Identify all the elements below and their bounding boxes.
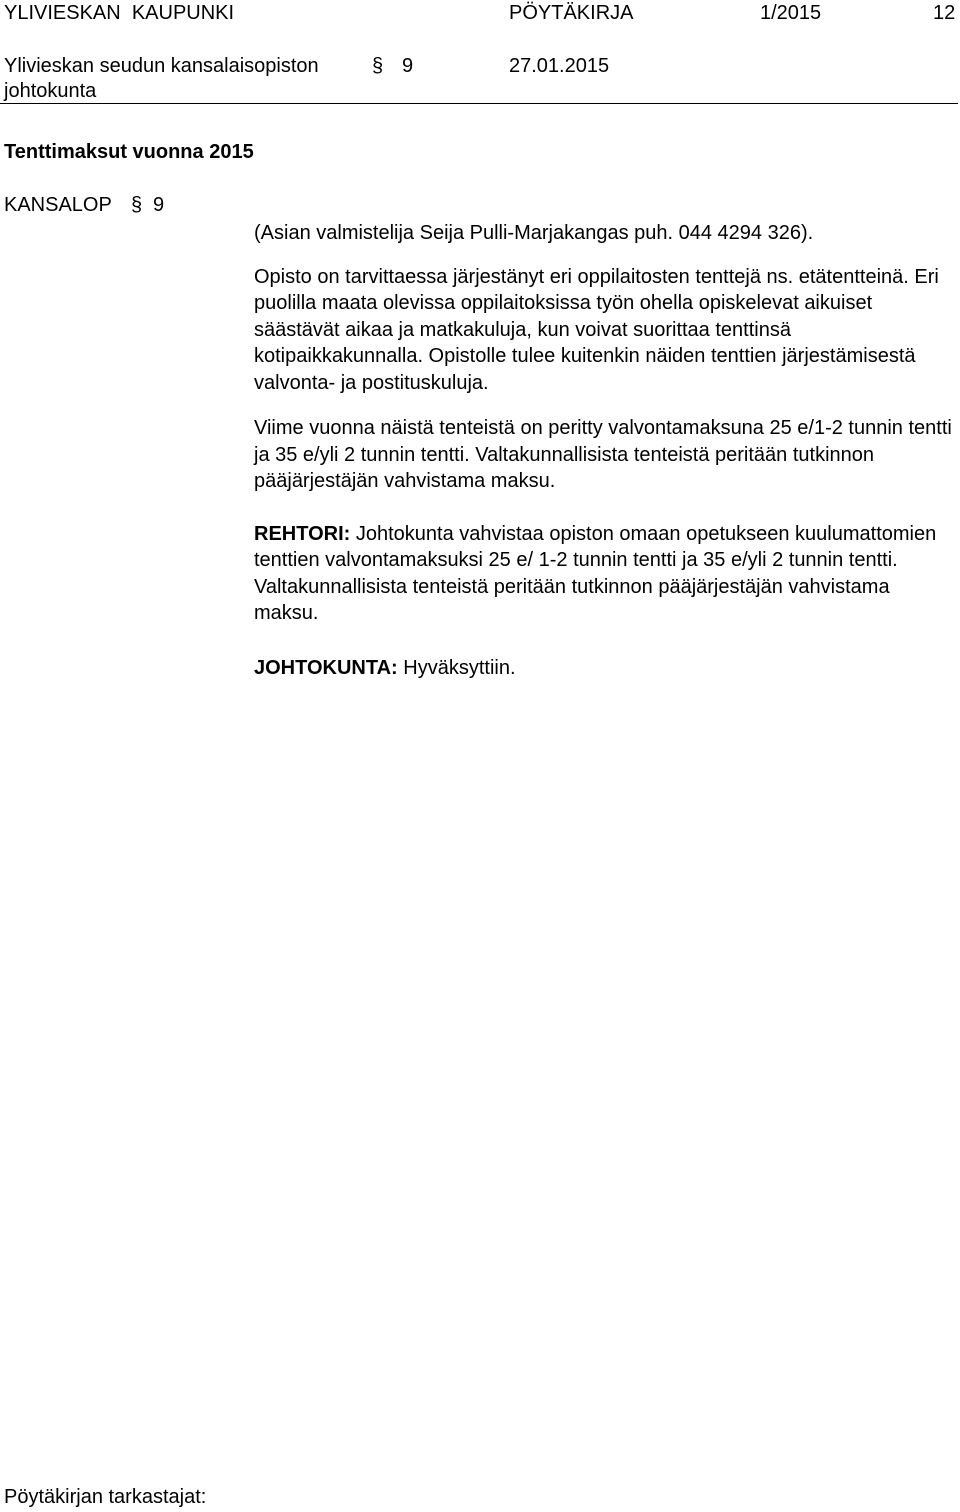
reference-label: KANSALOP bbox=[4, 194, 112, 216]
page-number: 12 bbox=[933, 2, 956, 24]
page-title: Tenttimaksut vuonna 2015 bbox=[4, 141, 254, 163]
body bbox=[254, 220, 954, 681]
reference-symbol: § bbox=[131, 194, 143, 216]
decision bbox=[254, 655, 954, 682]
meeting-date: 27.01.2015 bbox=[509, 55, 610, 77]
paragraph-background: Opisto on tarvittaessa järjestänyt eri oppilaitosten tenttejä ns. etätentteinä. Eri puolilla maata olevissa oppilaitoksissa työn ohella opiskelevat aikuiset säästävät aikaa ja matkakuluja, kun voivat suorittaa tenttinsä kotipaikkakunnalla. Opistolle tulee kuitenkin näiden tenttien järjestämisestä valvonta- ja postituskuluja. bbox=[254, 265, 939, 394]
proposal bbox=[254, 521, 954, 627]
document-type: PÖYTÄKIRJA bbox=[509, 2, 634, 24]
proposal-text: Johtokunta vahvistaa opiston omaan opetukseen kuulumattomien tenttien valvontamaksuksi 25 e/ 1-2 tunnin tentti ja 35 e/yli 2 tunnin tentti. Valtakunnallisista tenteistä peritään tutkinnon pääjärjestäjän vahvistama maksu. bbox=[254, 522, 937, 624]
decision-label: JOHTOKUNTA: bbox=[254, 656, 398, 679]
decision-text: Hyväksyttiin. bbox=[397, 656, 516, 679]
inspectors-label: Pöytäkirjan tarkastajat: bbox=[4, 1486, 207, 1508]
section-symbol: § bbox=[372, 55, 384, 77]
preparer-note: (Asian valmistelija Seija Pulli-Marjakangas puh. 044 4294 326). bbox=[254, 222, 814, 244]
proposal-label: REHTORI: bbox=[254, 522, 351, 545]
section-number: 9 bbox=[402, 55, 414, 77]
paragraph-previous-fees: Viime vuonna näistä tenteistä on peritty valvontamaksuna 25 e/1-2 tunnin tentti ja 35 e/yli 2 tunnin tentti. Valtakunnallisista tenteistä peritään tutkinnon pääjärjestäjän vahvistama maksu. bbox=[254, 417, 952, 492]
header-divider bbox=[0, 103, 958, 104]
governing-body-line1: Ylivieskan seudun kansalaisopiston bbox=[4, 55, 319, 77]
reference-number: 9 bbox=[153, 194, 165, 216]
governing-body-line2: johtokunta bbox=[4, 80, 97, 102]
org-name: YLIVIESKAN KAUPUNKI bbox=[4, 2, 235, 24]
document-number: 1/2015 bbox=[760, 2, 822, 24]
